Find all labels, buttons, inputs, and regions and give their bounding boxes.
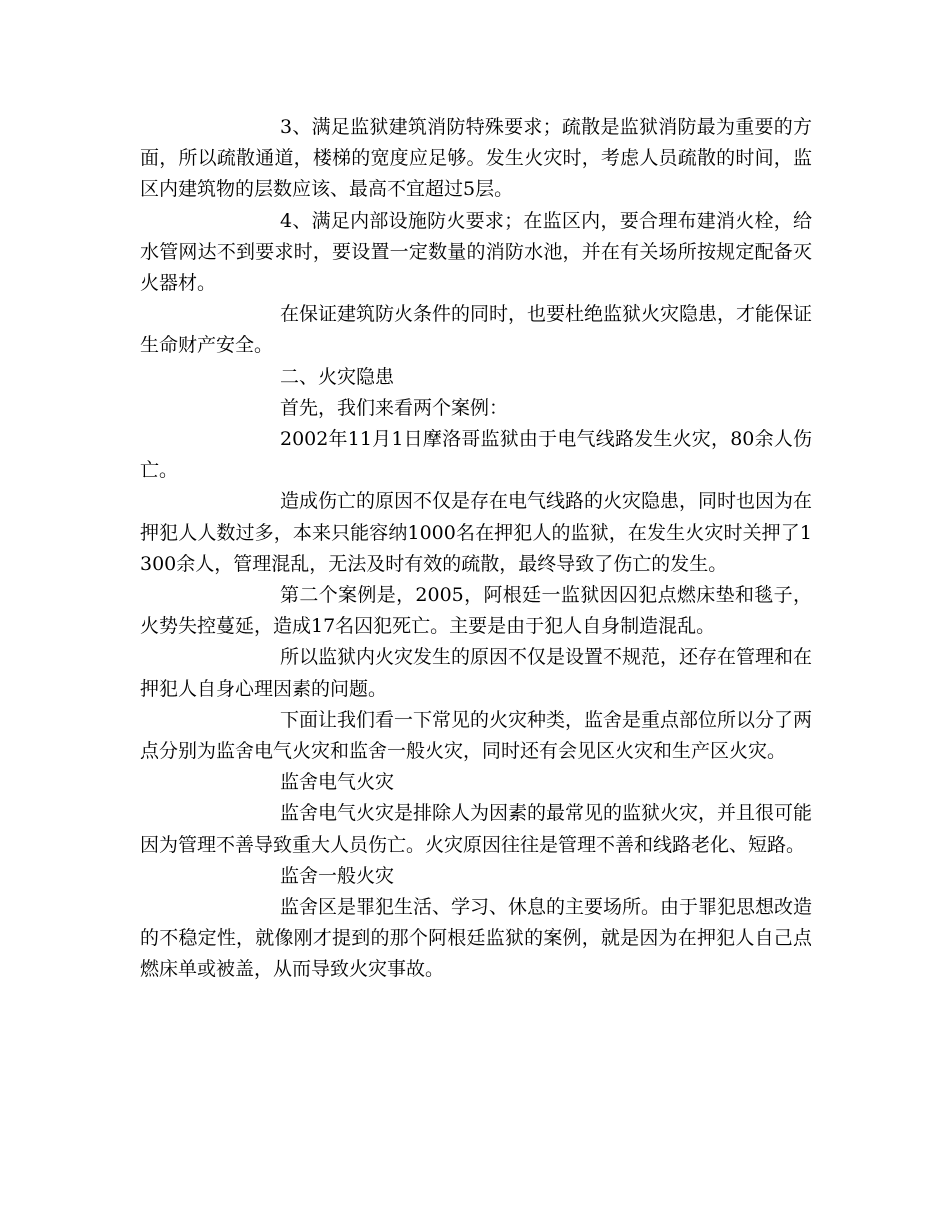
paragraph-casualty-causes: 造成伤亡的原因不仅是存在电气线路的火灾隐患，同时也因为在押犯人人数过多，本来只能容纳1000名在押犯人的监狱，在发生火灾时关押了1300余人，管理混乱，无法及时有效的疏散，最终导致了伤亡的发生。 <box>140 490 813 575</box>
paragraph-case-intro: 首先，我们来看两个案例： <box>280 396 509 419</box>
subheading-dorm-general-fire: 监舍一般火灾 <box>280 864 395 887</box>
paragraph-argentina-case: 第二个案例是，2005，阿根廷一监狱因囚犯点燃床垫和毯子，火势失控蔓延，造成17名囚犯死亡。主要是由于犯人自身制造混乱。 <box>140 584 812 638</box>
paragraph-fire-types: 下面让我们看一下常见的火灾种类，监舍是重点部位所以分了两点分别为监舍电气火灾和监舍一般火灾，同时还有会见区火灾和生产区火灾。 <box>140 708 813 763</box>
paragraph-fire-safety-summary: 在保证建筑防火条件的同时，也要杜绝监狱火灾隐患，才能保证生命财产安全。 <box>140 303 813 357</box>
paragraph-evacuation-requirement: 3、满足监狱建筑消防特殊要求；疏散是监狱消防最为重要的方面，所以疏散通道，楼梯的宽度应足够。发生火灾时，考虑人员疏散的时间，监区内建筑物的层数应该、最高不宜超过5层。 <box>140 116 812 201</box>
paragraph-dorm-electrical-fire: 监舍电气火灾是排除人为因素的最常见的监狱火灾，并且很可能因为管理不善导致重大人员伤亡。火灾原因往往是管理不善和线路老化、短路。 <box>140 802 813 856</box>
paragraph-morocco-case: 2002年11月1日摩洛哥监狱由于电气线路发生火灾，80余人伤亡。 <box>140 428 812 482</box>
section-heading-fire-hazards: 二、火灾隐患 <box>280 365 395 388</box>
subheading-dorm-electrical-fire: 监舍电气火灾 <box>280 771 395 794</box>
document-page <box>140 112 812 986</box>
paragraph-internal-facilities: 4、满足内部设施防火要求；在监区内，要合理布建消火栓，给水管网达不到要求时，要设置一定数量的消防水池，并在有关场所按规定配备灭火器材。 <box>140 209 812 295</box>
paragraph-fire-causes-summary: 所以监狱内火灾发生的原因不仅是设置不规范，还存在管理和在押犯人自身心理因素的问题。 <box>140 646 813 700</box>
paragraph-dorm-general-fire: 监舍区是罪犯生活、学习、休息的主要场所。由于罪犯思想改造的不稳定性，就像刚才提到的那个阿根廷监狱的案例，就是因为在押犯人自己点燃床单或被盖，从而导致火灾事故。 <box>140 896 813 981</box>
